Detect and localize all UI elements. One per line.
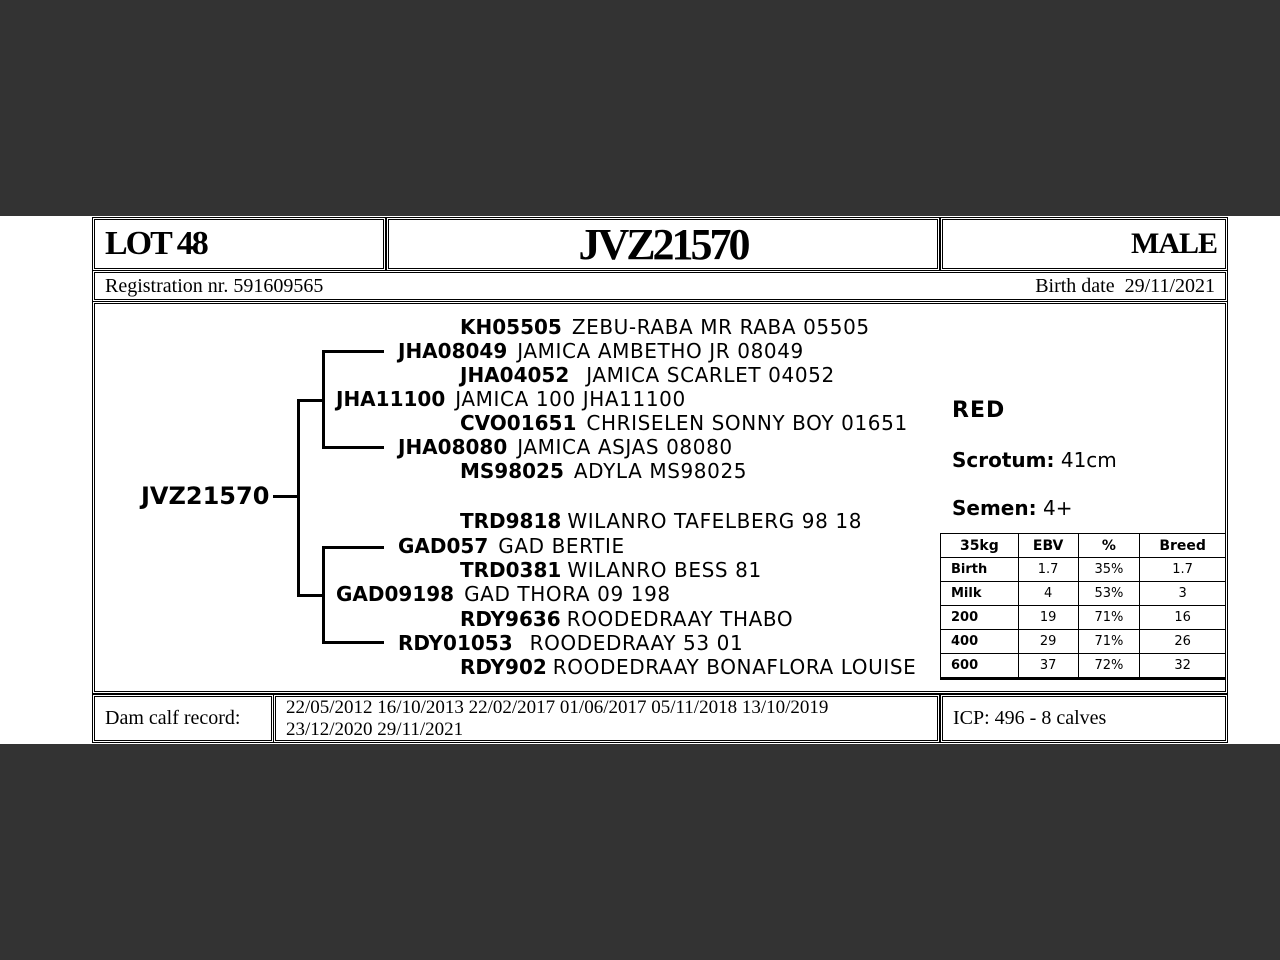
pedigree-sire-dam-dam bbox=[460, 459, 747, 483]
birth-date-value: 29/11/2021 bbox=[1124, 275, 1215, 297]
pedigree-sire-sire-dam bbox=[460, 363, 835, 387]
pedigree-subject: JVZ21570 bbox=[141, 482, 270, 510]
lot-box bbox=[94, 219, 384, 269]
sex-label: MALE bbox=[1131, 227, 1217, 260]
table-cell: 32 bbox=[1140, 654, 1226, 678]
table-header-row bbox=[941, 534, 1226, 558]
code: RDY01053 bbox=[398, 631, 513, 655]
table-header: % bbox=[1078, 534, 1140, 558]
code: KH05505 bbox=[460, 315, 562, 339]
table-cell: 37 bbox=[1018, 654, 1078, 678]
calf-dates-line1: 22/05/2012 16/10/2013 22/02/2017 01/06/2017 05/11/2018 13/10/2019 bbox=[286, 697, 829, 718]
table-cell: 200 bbox=[941, 606, 1019, 630]
name: ROODEDRAAY THABO bbox=[566, 607, 794, 631]
pedigree-dam-dam-sire bbox=[460, 607, 793, 631]
table-cell: 72% bbox=[1078, 654, 1140, 678]
table-header: 35kg bbox=[941, 534, 1019, 558]
semen-label: Semen: bbox=[952, 496, 1037, 520]
pedigree-line bbox=[322, 546, 384, 549]
lot-sheet bbox=[0, 216, 1280, 744]
pedigree-line bbox=[297, 399, 325, 402]
code: JHA04052 bbox=[460, 363, 570, 387]
name: JAMICA AMBETHO JR 08049 bbox=[517, 339, 804, 363]
name: ROODEDRAAY BONAFLORA LOUISE bbox=[552, 655, 917, 679]
pedigree-dam-sire-dam bbox=[460, 558, 762, 582]
calf-record-label: Dam calf record: bbox=[105, 707, 241, 729]
pedigree-sire-dam-sire bbox=[460, 411, 908, 435]
pedigree-line bbox=[322, 641, 384, 644]
pedigree-line bbox=[322, 350, 325, 449]
name: JAMICA ASJAS 08080 bbox=[517, 435, 733, 459]
table-cell: 53% bbox=[1078, 582, 1140, 606]
table-header: Breed bbox=[1140, 534, 1226, 558]
semen-value: 4+ bbox=[1042, 496, 1073, 520]
table-cell: 19 bbox=[1018, 606, 1078, 630]
calf-record-label-box bbox=[94, 696, 272, 741]
code: JHA08049 bbox=[398, 339, 508, 363]
pedigree-dam bbox=[336, 582, 671, 606]
code: MS98025 bbox=[460, 459, 564, 483]
scrotum bbox=[952, 448, 1117, 472]
pedigree-dam-sire bbox=[398, 534, 625, 558]
table-cell: Milk bbox=[941, 582, 1019, 606]
name: GAD BERTIE bbox=[498, 534, 625, 558]
pedigree-line bbox=[273, 495, 297, 498]
code: GAD057 bbox=[398, 534, 489, 558]
pedigree-line bbox=[322, 546, 325, 644]
registration-label bbox=[105, 275, 323, 298]
table-cell: 35% bbox=[1078, 558, 1140, 582]
pedigree-dam-dam-dam bbox=[460, 655, 916, 679]
animal-id-box bbox=[388, 219, 938, 269]
registration-box bbox=[94, 272, 1226, 300]
code: GAD09198 bbox=[336, 582, 455, 606]
name: JAMICA 100 JHA11100 bbox=[455, 387, 686, 411]
calf-record-box bbox=[275, 696, 938, 741]
name: GAD THORA 09 198 bbox=[464, 582, 671, 606]
registration-label-text: Registration nr. bbox=[105, 275, 229, 297]
table-cell: 3 bbox=[1140, 582, 1226, 606]
code: CVO01651 bbox=[460, 411, 577, 435]
table-row bbox=[941, 606, 1226, 630]
code: TRD0381 bbox=[460, 558, 562, 582]
table-cell: 26 bbox=[1140, 630, 1226, 654]
table-header: EBV bbox=[1018, 534, 1078, 558]
table-cell: Birth bbox=[941, 558, 1019, 582]
table-row bbox=[941, 558, 1226, 582]
colour: RED bbox=[952, 398, 1006, 423]
lot-number: LOT 48 bbox=[105, 225, 207, 262]
table-divider bbox=[940, 678, 1226, 680]
table-cell: 1.7 bbox=[1140, 558, 1226, 582]
icp-value: ICP: 496 - 8 calves bbox=[953, 707, 1107, 729]
scrotum-label: Scrotum: bbox=[952, 448, 1055, 472]
code: RDY9636 bbox=[460, 607, 561, 631]
pedigree-sire bbox=[336, 387, 686, 411]
pedigree-line bbox=[297, 594, 325, 597]
name: CHRISELEN SONNY BOY 01651 bbox=[586, 411, 908, 435]
code: TRD9818 bbox=[460, 509, 562, 533]
pedigree-dam-dam bbox=[398, 631, 743, 655]
birth-date-label: Birth date bbox=[1035, 275, 1115, 297]
calf-dates-line2: 23/12/2020 29/11/2021 bbox=[286, 719, 464, 740]
pedigree-line bbox=[322, 350, 384, 353]
sex-box bbox=[942, 219, 1226, 269]
scrotum-value: 41cm bbox=[1060, 448, 1117, 472]
birth-date bbox=[1035, 275, 1215, 298]
pedigree-sire-sire bbox=[398, 339, 804, 363]
ebv-table bbox=[940, 533, 1226, 678]
table-cell: 600 bbox=[941, 654, 1019, 678]
name: ADYLA MS98025 bbox=[573, 459, 748, 483]
code: RDY902 bbox=[460, 655, 547, 679]
name: WILANRO BESS 81 bbox=[567, 558, 762, 582]
name: JAMICA SCARLET 04052 bbox=[579, 363, 835, 387]
table-cell: 71% bbox=[1078, 630, 1140, 654]
table-cell: 29 bbox=[1018, 630, 1078, 654]
icp-box bbox=[942, 696, 1226, 741]
table-cell: 71% bbox=[1078, 606, 1140, 630]
table-cell: 16 bbox=[1140, 606, 1226, 630]
table-row bbox=[941, 630, 1226, 654]
name: WILANRO TAFELBERG 98 18 bbox=[567, 509, 863, 533]
name: ROODEDRAAY 53 01 bbox=[522, 631, 744, 655]
pedigree-line bbox=[297, 399, 300, 597]
pedigree-dam-sire-sire bbox=[460, 509, 862, 533]
animal-id: JVZ21570 bbox=[578, 220, 748, 269]
table-cell: 1.7 bbox=[1018, 558, 1078, 582]
registration-number: 591609565 bbox=[233, 275, 324, 297]
pedigree-line bbox=[322, 446, 384, 449]
table-row bbox=[941, 582, 1226, 606]
name: ZEBU-RABA MR RABA 05505 bbox=[571, 315, 870, 339]
semen bbox=[952, 496, 1072, 520]
table-cell: 400 bbox=[941, 630, 1019, 654]
pedigree-sire-dam bbox=[398, 435, 733, 459]
table-row bbox=[941, 654, 1226, 678]
code: JHA08080 bbox=[398, 435, 508, 459]
table-cell: 4 bbox=[1018, 582, 1078, 606]
code: JHA11100 bbox=[336, 387, 446, 411]
pedigree-sire-sire-sire bbox=[460, 315, 870, 339]
